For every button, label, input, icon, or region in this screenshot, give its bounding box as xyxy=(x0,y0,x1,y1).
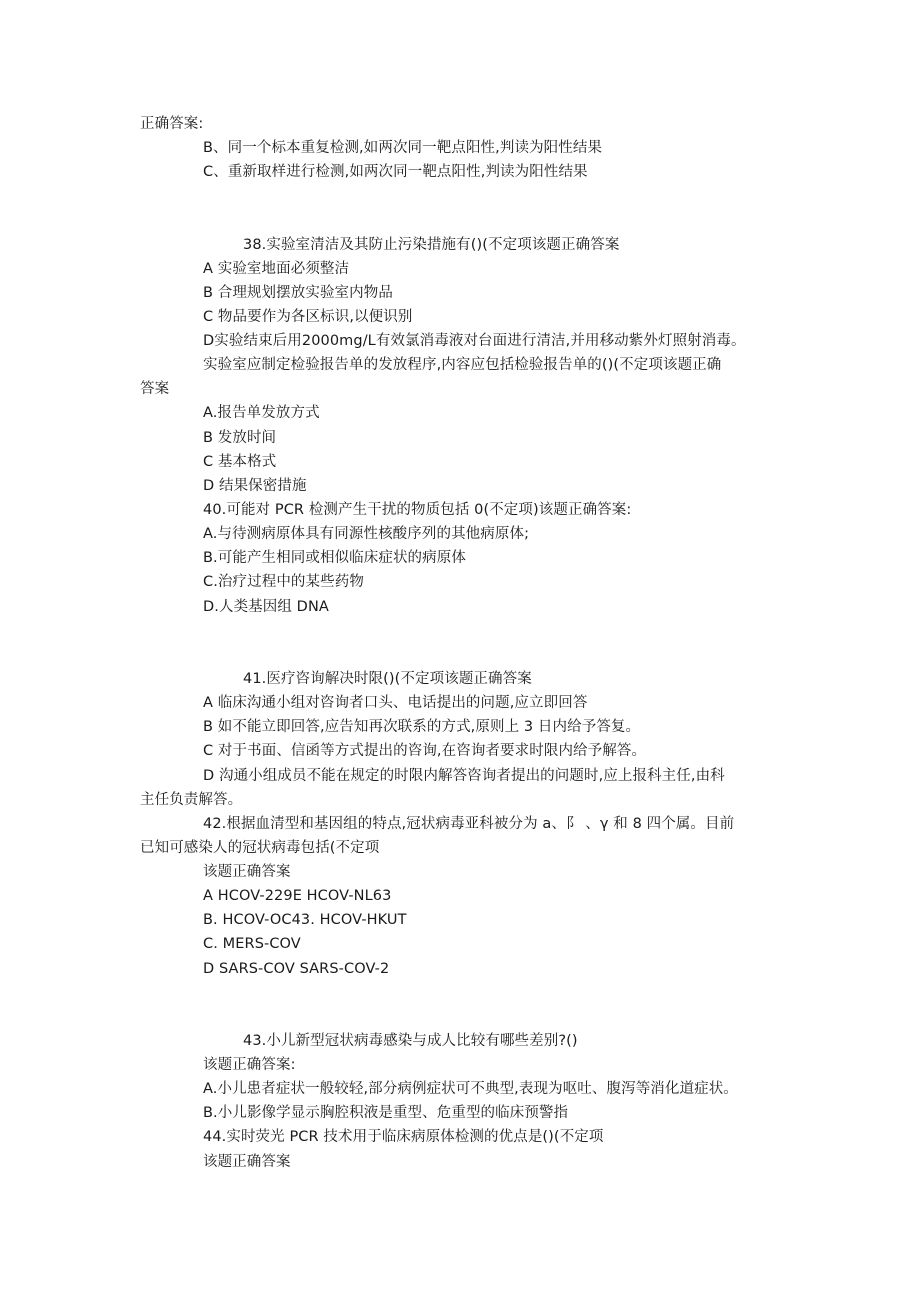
option-c: C.治疗过程中的某些药物 xyxy=(203,574,364,590)
option-a: A.小儿患者症状一般较轻,部分病例症状可不典型,表现为呕吐、腹泻等消化道症状。 xyxy=(203,1081,738,1097)
question-43: 43.小儿新型冠状病毒感染与成人比较有哪些差别?() xyxy=(243,1033,578,1049)
question-42: 42.根据血清型和基因组的特点,冠状病毒亚科被分为 a、阝 、γ 和 8 四个属。目前 xyxy=(203,816,735,832)
option-c: C 基本格式 xyxy=(203,454,277,470)
question-39: 实验室应制定检验报告单的发放程序,内容应包括检验报告单的()(不定项该题正确 xyxy=(203,357,722,373)
option-d: D 沟通小组成员不能在规定的时限内解答咨询者提出的问题时,应上报科主任,由科 xyxy=(203,768,725,784)
option-a: A 临床沟通小组对咨询者口头、电话提出的问题,应立即回答 xyxy=(203,695,588,711)
option-d: D 结果保密措施 xyxy=(203,478,307,494)
option-b: B.小儿影像学显示胸腔积液是重型、危重型的临床预警指 xyxy=(203,1105,569,1121)
option-a: A.与待测病原体具有同源性核酸序列的其他病原体; xyxy=(203,526,530,542)
option-c: C. MERS-COV xyxy=(203,936,301,952)
answer-heading: 该题正确答案 xyxy=(203,1154,291,1170)
option-b: B 发放时间 xyxy=(203,430,277,446)
option-d: D实验结束后用2000mg/L有效氯消毒液对台面进行清洁,并用移动紫外灯照射消毒。 xyxy=(203,333,746,349)
question-40: 40.可能对 PCR 检测产生干扰的物质包括 0(不定项)该题正确答案: xyxy=(203,502,632,518)
option-b: B 如不能立即回答,应告知再次联系的方式,原则上 3 日内给予答复。 xyxy=(203,719,641,735)
answer-heading: 该题正确答案: xyxy=(203,1057,296,1073)
option-b: B. HCOV-OC43. HCOV-HKUT xyxy=(203,912,407,928)
answer-heading: 正确答案: xyxy=(140,116,204,132)
question-39-continued: 答案 xyxy=(140,381,170,397)
option-c: C、重新取样进行检测,如两次同一靶点阳性,判读为阳性结果 xyxy=(203,164,588,180)
answer-heading: 该题正确答案 xyxy=(203,864,291,880)
option-d: D.人类基因组 DNA xyxy=(203,599,329,615)
option-b: B 合理规划摆放实验室内物品 xyxy=(203,285,393,301)
option-d-continued: 主任负责解答。 xyxy=(140,792,243,808)
question-44: 44.实时荧光 PCR 技术用于临床病原体检测的优点是()(不定项 xyxy=(203,1129,604,1145)
option-c: C 对于书面、信函等方式提出的咨询,在咨询者要求时限内给予解答。 xyxy=(203,743,647,759)
question-42-continued: 已知可感染人的冠状病毒包括(不定项 xyxy=(140,840,380,856)
option-b: B、同一个标本重复检测,如两次同一靶点阳性,判读为阳性结果 xyxy=(203,140,603,156)
option-d: D SARS-COV SARS-COV-2 xyxy=(203,961,390,977)
option-a: A 实验室地面必须整洁 xyxy=(203,261,350,277)
option-a: A.报告单发放方式 xyxy=(203,405,320,421)
option-b: B.可能产生相同或相似临床症状的病原体 xyxy=(203,550,466,566)
option-c: C 物品要作为各区标识,以便识别 xyxy=(203,309,413,325)
question-38: 38.实验室清洁及其防止污染措施有()(不定项该题正确答案 xyxy=(243,237,620,253)
question-41: 41.医疗咨询解决时限()(不定项该题正确答案 xyxy=(243,671,532,687)
option-a: A HCOV-229E HCOV-NL63 xyxy=(203,888,392,904)
